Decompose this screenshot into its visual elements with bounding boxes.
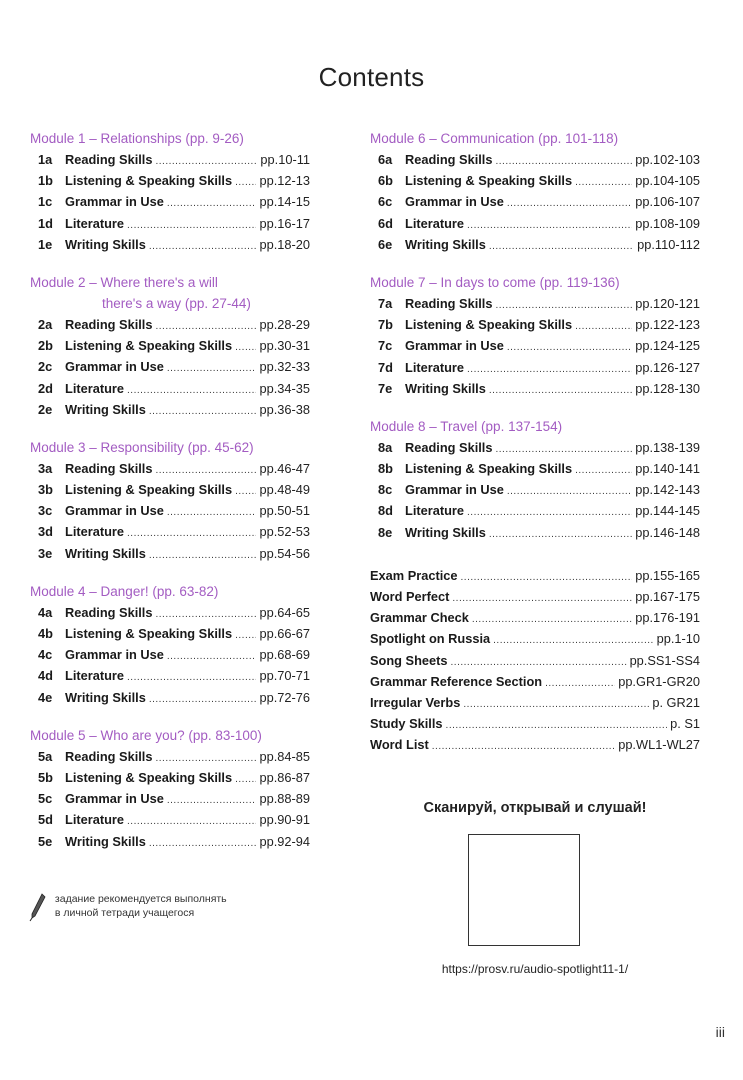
lesson-code: 1a	[38, 152, 53, 167]
module-heading[interactable]: Module 7 – In days to come (pp. 119-136)	[370, 274, 620, 290]
toc-row[interactable]	[370, 734, 700, 755]
lesson-name: Grammar in Use	[405, 338, 504, 354]
toc-row[interactable]	[370, 607, 700, 628]
lesson-name: Grammar in Use	[405, 482, 504, 498]
dot-leader	[495, 151, 632, 172]
dot-leader	[432, 736, 615, 757]
toc-row[interactable]	[370, 234, 700, 255]
dot-leader	[127, 667, 256, 688]
dot-leader	[507, 193, 632, 214]
lesson-name: Listening & Speaking Skills	[65, 173, 233, 189]
dot-leader	[155, 316, 256, 337]
toc-row[interactable]	[30, 746, 310, 767]
section-pages: p. S1	[670, 716, 700, 732]
page-title: Contents	[318, 62, 425, 92]
toc-row[interactable]	[370, 671, 700, 692]
lesson-pages: pp.108-109	[635, 215, 700, 231]
section-name: Study Skills	[370, 716, 443, 732]
lesson-code: 7d	[378, 359, 393, 375]
module-heading[interactable]: Module 5 – Who are you? (pp. 83-100)	[30, 727, 262, 743]
lesson-name: Listening & Speaking Skills	[65, 338, 233, 354]
lesson-code: 3c	[38, 503, 53, 519]
contents-right-column	[370, 128, 700, 756]
toc-row[interactable]	[30, 356, 310, 377]
toc-row[interactable]	[370, 378, 700, 399]
page-number: iii	[715, 1024, 725, 1040]
lesson-name: Reading Skills	[65, 460, 153, 476]
lesson-pages: pp.144-145	[635, 503, 700, 519]
toc-row[interactable]	[370, 500, 700, 521]
lesson-name: Reading Skills	[65, 604, 153, 620]
dot-leader	[451, 652, 627, 673]
lesson-pages: pp.142-143	[635, 482, 700, 498]
lesson-name: Grammar in Use	[65, 194, 164, 210]
module-3	[30, 437, 310, 564]
lesson-name: Literature	[405, 215, 465, 231]
dot-leader	[467, 215, 632, 236]
qr-code-placeholder[interactable]	[468, 834, 580, 946]
lesson-name: Writing Skills	[65, 689, 146, 705]
lesson-name: Grammar in Use	[405, 194, 504, 210]
pen-icon	[28, 892, 46, 922]
contents-left-column	[30, 128, 310, 869]
lesson-code: 7b	[378, 317, 393, 333]
toc-row[interactable]	[30, 378, 310, 399]
toc-row[interactable]	[30, 644, 310, 665]
toc-row[interactable]	[370, 692, 700, 713]
dot-leader	[235, 481, 256, 502]
lesson-pages: pp.110-112	[637, 236, 700, 252]
toc-row[interactable]	[370, 586, 700, 607]
module-4	[30, 581, 310, 708]
toc-row[interactable]	[370, 170, 700, 191]
dot-leader	[467, 502, 632, 523]
toc-row[interactable]	[370, 314, 700, 335]
toc-row[interactable]	[370, 357, 700, 378]
section-name: Exam Practice	[370, 567, 458, 583]
lesson-name: Listening & Speaking Skills	[405, 173, 573, 189]
notebook-note	[28, 892, 227, 922]
toc-row[interactable]	[30, 687, 310, 708]
lesson-name: Listening & Speaking Skills	[405, 461, 573, 477]
section-pages: pp.176-191	[635, 610, 700, 626]
toc-row[interactable]	[30, 149, 310, 170]
note-text	[55, 892, 227, 920]
lesson-pages: pp.12-13	[259, 173, 310, 189]
dot-leader	[167, 502, 257, 523]
dot-leader	[235, 337, 256, 358]
module-heading[interactable]: Module 6 – Communication (pp. 101-118)	[370, 131, 619, 146]
lesson-pages: pp.146-148	[635, 524, 700, 540]
toc-row[interactable]	[30, 543, 310, 564]
lesson-pages: pp.30-31	[259, 338, 310, 354]
lesson-code: 3d	[38, 524, 53, 540]
lesson-code: 7a	[378, 295, 393, 311]
dot-leader	[489, 524, 632, 545]
lesson-name: Writing Skills	[405, 380, 486, 396]
dot-leader	[235, 625, 256, 646]
lesson-code: 5e	[38, 833, 53, 849]
lesson-code: 4c	[38, 647, 53, 663]
lesson-name: Literature	[65, 380, 125, 396]
toc-row[interactable]	[30, 314, 310, 335]
section-pages: p. GR21	[652, 694, 700, 710]
toc-row[interactable]	[30, 521, 310, 542]
lesson-pages: pp.86-87	[259, 769, 310, 785]
lesson-code: 3b	[38, 482, 53, 498]
toc-row[interactable]	[370, 149, 700, 170]
dot-leader	[127, 215, 256, 236]
toc-row[interactable]	[30, 767, 310, 788]
dot-leader	[149, 236, 257, 257]
lesson-pages: pp.16-17	[259, 215, 310, 231]
lesson-code: 6a	[378, 152, 393, 167]
lesson-code: 2d	[38, 380, 53, 396]
lesson-name: Grammar in Use	[65, 791, 164, 807]
toc-row[interactable]	[30, 831, 310, 852]
dot-leader	[507, 337, 632, 358]
dot-leader	[235, 769, 256, 790]
section-name: Word List	[370, 737, 429, 753]
lesson-code: 2c	[38, 359, 53, 375]
module-heading[interactable]: Module 3 – Responsibility (pp. 45-62)	[30, 439, 254, 455]
lesson-name: Grammar in Use	[65, 647, 164, 663]
toc-row[interactable]	[370, 437, 700, 458]
section-pages: pp.155-165	[635, 567, 700, 583]
lesson-code: 1d	[38, 215, 53, 231]
toc-row[interactable]	[370, 191, 700, 212]
note-line-1: задание рекомендуется выполнять	[54, 893, 227, 905]
dot-leader	[235, 172, 256, 193]
dot-leader	[155, 748, 256, 769]
toc-row[interactable]	[30, 623, 310, 644]
lesson-code: 6e	[378, 236, 393, 252]
section-pages: pp.GR1-GR20	[618, 673, 700, 689]
dot-leader	[446, 715, 668, 736]
dot-leader	[155, 460, 256, 481]
lesson-name: Literature	[65, 215, 125, 231]
dot-leader	[149, 401, 257, 422]
dot-leader	[149, 833, 257, 854]
lesson-pages: pp.54-56	[259, 545, 310, 561]
toc-row[interactable]	[30, 170, 310, 191]
section-name: Irregular Verbs	[370, 694, 461, 710]
lesson-pages: pp.138-139	[635, 439, 700, 455]
lesson-pages: pp.126-127	[635, 359, 700, 375]
section-pages: pp.167-175	[635, 589, 700, 604]
lesson-pages: pp.50-51	[259, 503, 310, 519]
lesson-name: Grammar in Use	[65, 503, 164, 519]
module-heading-line1: Module 2 – Where there's a will	[30, 274, 218, 290]
lesson-pages: pp.70-71	[259, 668, 310, 684]
toc-row[interactable]	[30, 191, 310, 212]
lesson-code: 8a	[378, 439, 393, 455]
lesson-pages: pp.66-67	[259, 626, 310, 641]
lesson-pages: pp.92-94	[259, 833, 310, 849]
toc-row[interactable]	[30, 399, 310, 420]
dot-leader	[149, 689, 257, 710]
lesson-code: 1b	[38, 173, 53, 189]
module-heading[interactable]: Module 1 – Relationships (pp. 9-26)	[30, 131, 244, 146]
lesson-name: Reading Skills	[65, 748, 153, 764]
lesson-code: 5a	[38, 748, 53, 764]
lesson-pages: pp.124-125	[635, 338, 700, 354]
toc-row[interactable]	[30, 335, 310, 356]
lesson-name: Writing Skills	[65, 236, 146, 252]
lesson-pages: pp.90-91	[259, 812, 310, 828]
lesson-name: Grammar in Use	[65, 359, 164, 375]
dot-leader	[545, 673, 615, 694]
lesson-pages: pp.34-35	[259, 380, 310, 396]
module-heading[interactable]: Module 4 – Danger! (pp. 63-82)	[30, 583, 219, 599]
dot-leader	[149, 545, 257, 566]
dot-leader	[495, 439, 632, 460]
note-line-2: в личной тетради учащегося	[54, 907, 195, 919]
lesson-code: 2b	[38, 338, 53, 354]
lesson-pages: pp.122-123	[635, 317, 700, 333]
toc-row[interactable]	[370, 628, 700, 649]
dot-leader	[575, 316, 632, 337]
dot-leader	[155, 604, 256, 625]
toc-row[interactable]	[370, 713, 700, 734]
lesson-name: Writing Skills	[405, 524, 486, 540]
module-7	[370, 272, 700, 399]
lesson-pages: pp.52-53	[259, 524, 310, 540]
lesson-name: Writing Skills	[65, 401, 146, 417]
module-2	[30, 272, 310, 420]
dot-leader	[507, 481, 632, 502]
lesson-name: Literature	[65, 524, 125, 540]
toc-row[interactable]	[370, 650, 700, 671]
lesson-code: 4a	[38, 604, 53, 620]
lesson-name: Listening & Speaking Skills	[65, 482, 233, 498]
lesson-pages: pp.88-89	[259, 791, 310, 807]
toc-row[interactable]	[370, 522, 700, 543]
lesson-name: Reading Skills	[405, 439, 493, 455]
lesson-name: Reading Skills	[65, 152, 153, 167]
section-pages: pp.1-10	[656, 631, 700, 647]
lesson-pages: pp.14-15	[259, 194, 310, 210]
lesson-pages: pp.10-11	[260, 152, 310, 167]
lesson-code: 8c	[378, 482, 393, 498]
toc-row[interactable]	[370, 335, 700, 356]
lesson-pages: pp.28-29	[259, 316, 310, 332]
dot-leader	[493, 630, 653, 651]
section-name: Song Sheets	[370, 652, 448, 668]
section-name: Grammar Reference Section	[370, 673, 543, 689]
lesson-code: 4d	[38, 668, 53, 684]
dot-leader	[452, 588, 632, 609]
module-6	[370, 128, 700, 255]
lesson-pages: pp.72-76	[259, 689, 310, 705]
lesson-code: 2e	[38, 401, 53, 417]
lesson-pages: pp.104-105	[635, 173, 700, 189]
lesson-code: 1c	[38, 194, 53, 210]
lesson-code: 6b	[378, 173, 393, 189]
lesson-code: 6c	[378, 194, 393, 210]
dot-leader	[127, 380, 256, 401]
lesson-name: Literature	[65, 668, 125, 684]
lesson-pages: pp.48-49	[259, 482, 310, 498]
module-heading[interactable]	[30, 272, 310, 314]
toc-row[interactable]	[30, 500, 310, 521]
lesson-pages: pp.140-141	[635, 461, 700, 477]
lesson-name: Listening & Speaking Skills	[65, 626, 233, 641]
lesson-pages: pp.36-38	[259, 401, 310, 417]
dot-leader	[495, 295, 632, 316]
toc-row[interactable]	[30, 665, 310, 686]
lesson-code: 3e	[38, 545, 53, 561]
toc-row[interactable]	[30, 788, 310, 809]
dot-leader	[472, 609, 632, 630]
lesson-code: 4e	[38, 689, 53, 705]
dot-leader	[167, 193, 257, 214]
lesson-name: Reading Skills	[405, 152, 493, 167]
toc-row[interactable]	[30, 602, 310, 623]
lesson-code: 6d	[378, 215, 393, 231]
module-heading-line2: there's a way (pp. 27-44)	[102, 295, 251, 311]
module-5	[30, 725, 310, 852]
dot-leader	[489, 380, 632, 401]
dot-leader	[489, 236, 634, 257]
lesson-name: Literature	[65, 812, 125, 828]
lesson-code: 3a	[38, 460, 53, 476]
lesson-name: Reading Skills	[65, 316, 153, 332]
module-1	[30, 128, 310, 255]
lesson-code: 8b	[378, 461, 393, 477]
lesson-name: Writing Skills	[65, 833, 146, 849]
lesson-name: Writing Skills	[65, 545, 146, 561]
lesson-code: 7c	[378, 338, 393, 354]
dot-leader	[467, 359, 632, 380]
toc-row[interactable]	[370, 293, 700, 314]
dot-leader	[167, 790, 257, 811]
dot-leader	[575, 460, 632, 481]
lesson-code: 8d	[378, 503, 393, 519]
lesson-code: 4b	[38, 626, 53, 641]
toc-row[interactable]	[370, 479, 700, 500]
lesson-name: Literature	[405, 359, 465, 375]
dot-leader	[167, 358, 257, 379]
lesson-pages: pp.32-33	[259, 359, 310, 375]
section-name: Word Perfect	[370, 589, 450, 604]
section-name: Grammar Check	[370, 610, 469, 626]
lesson-name: Listening & Speaking Skills	[65, 769, 233, 785]
lesson-pages: pp.120-121	[635, 295, 700, 311]
lesson-code: 1e	[38, 236, 53, 252]
back-matter-list	[370, 565, 700, 756]
dot-leader	[155, 151, 257, 172]
lesson-pages: pp.102-103	[635, 152, 700, 167]
lesson-code: 5c	[38, 791, 53, 807]
toc-row[interactable]	[370, 213, 700, 234]
lesson-pages: pp.128-130	[635, 380, 700, 396]
toc-row[interactable]	[370, 458, 700, 479]
toc-row[interactable]	[30, 213, 310, 234]
scan-heading: Сканируй, открывай и слушай!	[423, 800, 647, 816]
lesson-code: 7e	[378, 380, 393, 396]
lesson-pages: pp.64-65	[259, 604, 310, 620]
toc-row[interactable]	[30, 479, 310, 500]
dot-leader	[167, 646, 257, 667]
lesson-pages: pp.106-107	[635, 194, 700, 210]
section-name: Spotlight on Russia	[370, 631, 491, 647]
audio-url-link[interactable]: https://prosv.ru/audio-spotlight11-1/	[441, 962, 629, 976]
toc-row[interactable]	[30, 809, 310, 830]
dot-leader	[575, 172, 632, 193]
module-heading[interactable]: Module 8 – Travel (pp. 137-154)	[370, 418, 563, 434]
lesson-code: 2a	[38, 316, 53, 332]
toc-row[interactable]	[30, 234, 310, 255]
lesson-pages: pp.84-85	[259, 748, 310, 764]
dot-leader	[461, 567, 633, 588]
dot-leader	[463, 694, 649, 715]
dot-leader	[127, 811, 256, 832]
section-pages: pp.WL1-WL27	[618, 737, 700, 753]
lesson-code: 5d	[38, 812, 53, 828]
lesson-name: Writing Skills	[405, 236, 486, 252]
lesson-pages: pp.18-20	[259, 236, 310, 252]
section-pages: pp.SS1-SS4	[629, 652, 700, 668]
lesson-pages: pp.46-47	[259, 460, 310, 476]
toc-row[interactable]	[370, 565, 700, 586]
lesson-code: 5b	[38, 769, 53, 785]
lesson-pages: pp.68-69	[259, 647, 310, 663]
dot-leader	[127, 523, 256, 544]
lesson-code: 8e	[378, 524, 393, 540]
lesson-name: Listening & Speaking Skills	[405, 317, 573, 333]
toc-row[interactable]	[30, 458, 310, 479]
lesson-name: Reading Skills	[405, 295, 493, 311]
lesson-name: Literature	[405, 503, 465, 519]
module-8	[370, 416, 700, 543]
